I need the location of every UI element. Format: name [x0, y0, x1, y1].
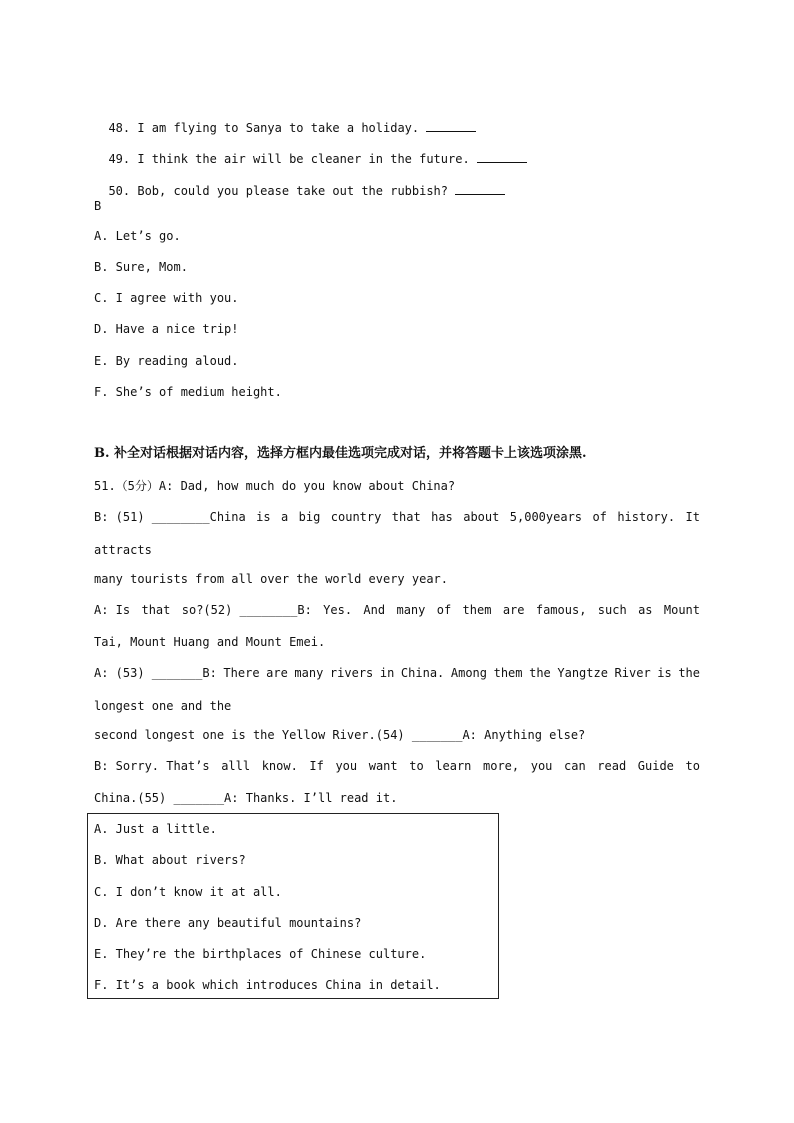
- word: rivers: [329, 666, 374, 680]
- dialogue-line-8: longest one and the: [94, 699, 232, 713]
- word: China.: [400, 666, 445, 680]
- dialogue-line-9: second longest one is the Yellow River.(54) _______A: Anything else?: [94, 728, 586, 742]
- box-option-b: B. What about rivers?: [94, 853, 246, 867]
- dialogue-line-2: [94, 509, 700, 525]
- box-option-d: D. Are there any beautiful mountains?: [94, 916, 362, 930]
- word: such: [597, 603, 627, 617]
- box-option-c: C. I don’t know it at all.: [94, 885, 282, 899]
- word: the: [529, 666, 551, 680]
- word: Among: [450, 666, 487, 680]
- dialogue-line-6: Tai, Mount Huang and Mount Emei.: [94, 635, 326, 649]
- word: a: [281, 510, 289, 524]
- word: has: [431, 510, 453, 524]
- option-e: E. By reading aloud.: [94, 354, 239, 368]
- word: learn: [435, 759, 472, 773]
- section-b-heading: B. 补全对话根据对话内容，选择方框内最佳选项完成对话，并将答题卡上该选项涂黑.: [94, 446, 587, 461]
- word: them: [462, 603, 492, 617]
- dialogue-line-7: [94, 665, 700, 681]
- dialogue-line-3: attracts: [94, 543, 152, 557]
- word: A: Is: [94, 603, 131, 617]
- word: A: (53) _______B:: [94, 666, 217, 680]
- word: about: [463, 510, 500, 524]
- word: the: [678, 666, 700, 680]
- word: Yes.: [323, 603, 353, 617]
- section-label-b: B: [94, 199, 102, 213]
- question-48: [94, 103, 476, 136]
- word: that: [391, 510, 421, 524]
- dialogue-line-11: China.(55) _______A: Thanks. I’ll read it.: [94, 791, 398, 805]
- word: them: [493, 666, 523, 680]
- question-50-text: 50. Bob, could you please take out the rubbish?: [108, 184, 456, 198]
- word: to: [685, 759, 700, 773]
- word: to: [409, 759, 424, 773]
- dialogue-line-1: 51.（5分）A: Dad, how much do you know about China?: [94, 479, 456, 493]
- word: is: [657, 666, 672, 680]
- dialogue-line-5: [94, 602, 700, 618]
- question-48-text: 48. I am flying to Sanya to take a holiday.: [108, 121, 427, 135]
- question-50: [94, 166, 505, 199]
- box-option-f: F. It’s a book which introduces China in detail.: [94, 978, 441, 992]
- answer-blank-49[interactable]: [477, 150, 527, 163]
- answer-blank-48[interactable]: [426, 119, 476, 132]
- word: of: [592, 510, 607, 524]
- word: Guide: [637, 759, 674, 773]
- word: you: [335, 759, 358, 773]
- word: know.: [261, 759, 298, 773]
- answer-blank-50[interactable]: [455, 182, 505, 195]
- option-a: A. Let’s go.: [94, 229, 181, 243]
- word: can: [564, 759, 586, 773]
- option-f: F. She’s of medium height.: [94, 385, 282, 399]
- option-c: C. I agree with you.: [94, 291, 239, 305]
- options-box: [87, 813, 499, 999]
- word: is: [256, 510, 271, 524]
- question-49: [94, 134, 527, 167]
- word: alll: [221, 759, 251, 773]
- word: There: [223, 666, 260, 680]
- word: in: [379, 666, 395, 680]
- word: want: [368, 759, 398, 773]
- question-49-text: 49. I think the air will be cleaner in the future.: [108, 152, 477, 166]
- box-option-a: A. Just a little.: [94, 822, 217, 836]
- word: River: [614, 666, 651, 680]
- word: you: [530, 759, 553, 773]
- word: that: [141, 603, 171, 617]
- word: Yangtze: [557, 666, 608, 680]
- word: big: [298, 510, 321, 524]
- word: And: [363, 603, 386, 617]
- word: B: Sorry. That’s: [94, 759, 210, 773]
- word: 5,000years: [509, 510, 583, 524]
- box-option-e: E. They’re the birthplaces of Chinese culture.: [94, 947, 427, 961]
- word: Mount: [663, 603, 700, 617]
- option-d: D. Have a nice trip!: [94, 322, 239, 336]
- word: If: [309, 759, 324, 773]
- word: of: [436, 603, 452, 617]
- word: as: [638, 603, 653, 617]
- word: many: [294, 666, 324, 680]
- word: more,: [483, 759, 520, 773]
- word: so?(52) ________B:: [181, 603, 312, 617]
- word: many: [396, 603, 426, 617]
- word: history.: [617, 510, 676, 524]
- dialogue-line-4: many tourists from all over the world every year.: [94, 572, 449, 586]
- word: famous,: [535, 603, 587, 617]
- dialogue-line-10: [94, 758, 700, 774]
- word: read: [597, 759, 627, 773]
- word: It: [685, 510, 700, 524]
- word: are: [502, 603, 525, 617]
- word: B: (51) ________China: [94, 510, 246, 524]
- word: are: [266, 666, 288, 680]
- word: country: [330, 510, 382, 524]
- option-b: B. Sure, Mom.: [94, 260, 188, 274]
